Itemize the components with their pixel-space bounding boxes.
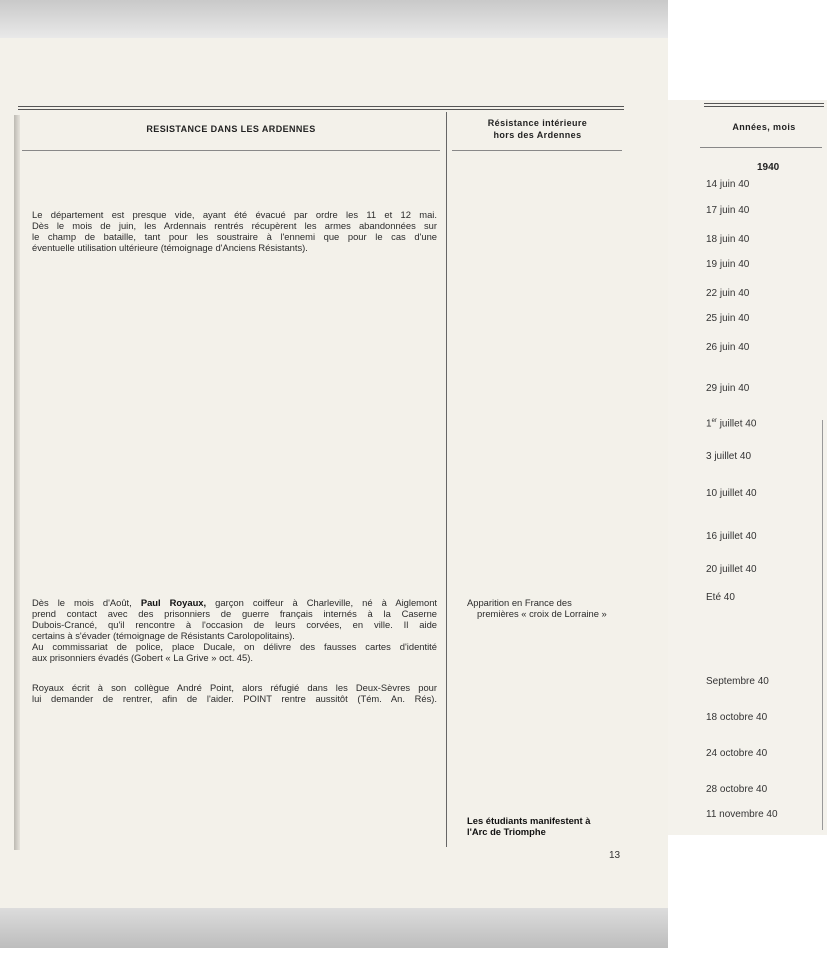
paragraph-line: Au commissariat de police, place Ducale, on délivre des fausses cartes d'identité (32, 641, 437, 653)
date-entry: 11 novembre 40 (706, 809, 778, 820)
year-heading: 1940 (757, 162, 780, 173)
header-rule-col1 (22, 150, 440, 151)
header-rule-col2 (452, 150, 622, 151)
paragraph-paul-royaux (32, 597, 437, 664)
date-ordinal: er (711, 418, 717, 424)
date-entry: Septembre 40 (706, 676, 769, 687)
page-number: 13 (609, 850, 621, 861)
date-text: juillet 40 (719, 418, 757, 430)
column-header-exterior-line2: hors des Ardennes (493, 130, 582, 140)
date-entry: 18 juin 40 (706, 234, 750, 245)
right-top-rule (704, 103, 824, 104)
person-name-paul-royaux: Paul Royaux, (140, 597, 207, 608)
paragraph-line (32, 597, 437, 608)
top-rule (18, 106, 624, 107)
paragraph-line: le champ de bataille, tant pour les soustraire à l'ennemi que pour le cas d'une (32, 231, 437, 243)
paragraph-text: garçon coiffeur à Charleville, né à Aiglemont (206, 597, 438, 608)
paragraph-line: Le département est presque vide, ayant été évacué par ordre les 11 et 12 mai. (32, 209, 437, 220)
date-entry: 18 octobre 40 (706, 712, 768, 723)
students-demonstration-line2: l'Arc de Triomphe (467, 826, 546, 837)
scan-shadow-top (0, 0, 668, 38)
column-divider (446, 112, 447, 847)
date-entry: 25 juin 40 (706, 313, 750, 324)
page-binding-edge (14, 115, 20, 850)
date-entry: 14 juin 40 (706, 179, 750, 190)
date-entry: 10 juillet 40 (706, 488, 757, 499)
date-prefix: 1 (706, 418, 712, 430)
paragraph-line: éventuelle utilisation ultérieure (témoignage d'Anciens Résistants). (32, 242, 308, 254)
date-entry: 19 juin 40 (706, 259, 750, 270)
column-header-years: Années, mois (732, 122, 796, 132)
date-entry: 29 juin 40 (706, 383, 750, 394)
date-entry: 26 juin 40 (706, 342, 750, 353)
paragraph-line: lui demander de rentrer, afin de l'aider. POINT rentre aussitôt (Tém. An. Rés). (32, 693, 437, 705)
paragraph-line: aux prisonniers évadés (Gobert « La Grive » oct. 45). (32, 652, 253, 664)
paragraph-andre-point (32, 682, 437, 704)
paragraph-line: certains à s'évader (témoignage de Résistants Carolopolitains). (32, 630, 295, 642)
header-rule-col3 (700, 147, 822, 148)
date-entry: 22 juin 40 (706, 288, 750, 299)
date-entry: 3 juillet 40 (706, 451, 752, 462)
paragraph-line: prend contact avec des prisonniers de guerre français internés à la Caserne (32, 608, 437, 620)
paragraph-line: Dès le mois de juin, les Ardennais rentrés récupèrent les armes abandonnées sur (32, 220, 437, 232)
paragraph-line: Royaux écrit à son collègue André Point, alors réfugié dans les Deux-Sèvres pour (32, 682, 437, 693)
column-header-ardennes: RESISTANCE DANS LES ARDENNES (146, 124, 316, 134)
column-header-exterior-line1: Résistance intérieure (487, 118, 588, 128)
date-entry: Eté 40 (706, 592, 735, 603)
scan-shadow-bottom (0, 908, 668, 948)
apparition-croix-lorraine-line2: premières « croix de Lorraine » (477, 608, 607, 619)
top-rule-double (18, 109, 624, 110)
date-entry: 17 juin 40 (706, 205, 750, 216)
date-entry: 28 octobre 40 (706, 784, 768, 795)
students-demonstration-line1: Les étudiants manifestent à (467, 815, 591, 826)
paragraph-line: Dubois-Crancé, qu'il rencontre à l'occasion de leurs corvées, en ville. Il aide (32, 619, 437, 631)
date-entry: 20 juillet 40 (706, 564, 757, 575)
date-entry: 16 juillet 40 (706, 531, 757, 542)
apparition-croix-lorraine-line1: Apparition en France des (467, 597, 572, 608)
date-entry-first-july (706, 418, 756, 429)
left-page (0, 38, 668, 908)
right-edge-rule (822, 420, 823, 830)
paragraph-evacuation (32, 209, 437, 253)
paragraph-text: Dès le mois d'Août, (32, 597, 141, 608)
date-entry: 24 octobre 40 (706, 748, 768, 759)
right-top-rule-double (704, 106, 824, 107)
